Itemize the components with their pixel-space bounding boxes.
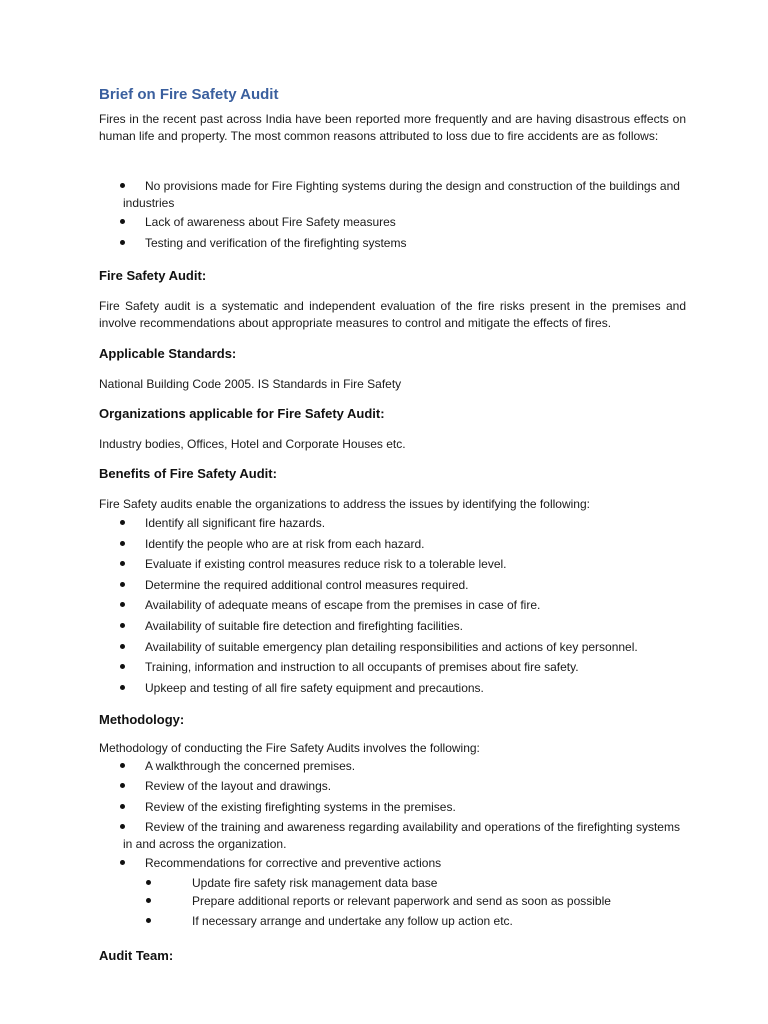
section-heading: Benefits of Fire Safety Audit: bbox=[99, 466, 277, 481]
bullet-icon bbox=[146, 918, 151, 923]
section-heading: Organizations applicable for Fire Safety Audit: bbox=[99, 406, 385, 421]
bullet-icon bbox=[120, 664, 125, 669]
sub-list-item: Update fire safety risk management data base bbox=[146, 875, 686, 892]
section-heading: Audit Team: bbox=[99, 948, 174, 963]
sub-list-item: If necessary arrange and undertake any follow up action etc. bbox=[146, 913, 686, 930]
list-item: Testing and verification of the firefighting systems bbox=[123, 235, 683, 252]
bullet-icon bbox=[120, 602, 125, 607]
section-heading: Applicable Standards: bbox=[99, 346, 237, 361]
section-heading: Methodology: bbox=[99, 712, 185, 727]
bullet-icon bbox=[120, 520, 125, 525]
bullet-icon bbox=[120, 219, 125, 224]
bullet-icon bbox=[120, 860, 125, 865]
sub-list-item: Prepare additional reports or relevant paperwork and send as soon as possible bbox=[146, 893, 686, 910]
list-item: Review of the layout and drawings. bbox=[123, 778, 683, 795]
document-title: Brief on Fire Safety Audit bbox=[99, 86, 279, 103]
section-paragraph: Fire Safety audits enable the organizations to address the issues by identifying the following: bbox=[99, 497, 590, 511]
bullet-icon bbox=[120, 824, 125, 829]
bullet-icon bbox=[120, 623, 125, 628]
bullet-icon bbox=[120, 541, 125, 546]
bullet-icon bbox=[120, 763, 125, 768]
list-item: Recommendations for corrective and preventive actions bbox=[123, 855, 683, 872]
list-item: Evaluate if existing control measures reduce risk to a tolerable level. bbox=[123, 556, 683, 573]
list-item: Availability of adequate means of escape from the premises in case of fire. bbox=[123, 597, 683, 614]
list-item: Review of the existing firefighting systems in the premises. bbox=[123, 799, 683, 816]
list-item: Availability of suitable fire detection and firefighting facilities. bbox=[123, 618, 683, 635]
bullet-icon bbox=[120, 804, 125, 809]
bullet-icon bbox=[120, 240, 125, 245]
section-paragraph: Fire Safety audit is a systematic and independent evaluation of the fire risks present in the premises and involve recommendations about appropriate measures to control and mitigate the effects of fires. bbox=[99, 299, 686, 330]
list-item: Upkeep and testing of all fire safety equipment and precautions. bbox=[123, 680, 683, 697]
list-item: Identify all significant fire hazards. bbox=[123, 515, 683, 532]
section-paragraph: Industry bodies, Offices, Hotel and Corporate Houses etc. bbox=[99, 437, 406, 451]
intro-paragraph: Fires in the recent past across India have been reported more frequently and are having disastrous effects on human life and property. The most common reasons attributed to loss due to fire accidents are as follows: bbox=[99, 112, 686, 143]
list-item: Lack of awareness about Fire Safety measures bbox=[123, 214, 683, 231]
section-heading: Fire Safety Audit: bbox=[99, 268, 207, 283]
list-item: Identify the people who are at risk from each hazard. bbox=[123, 536, 683, 553]
list-item: Determine the required additional control measures required. bbox=[123, 577, 683, 594]
list-item: Availability of suitable emergency plan detailing responsibilities and actions of key personnel. bbox=[123, 639, 683, 656]
bullet-icon bbox=[120, 582, 125, 587]
list-item: A walkthrough the concerned premises. bbox=[123, 758, 683, 775]
bullet-icon bbox=[146, 898, 151, 903]
list-item: No provisions made for Fire Fighting systems during the design and construction of the buildings and industries bbox=[123, 178, 683, 211]
bullet-icon bbox=[120, 644, 125, 649]
bullet-icon bbox=[120, 783, 125, 788]
list-item: Review of the training and awareness regarding availability and operations of the firefighting systems in and across the organization. bbox=[123, 819, 683, 852]
list-item: Training, information and instruction to all occupants of premises about fire safety. bbox=[123, 659, 683, 676]
section-paragraph: National Building Code 2005. IS Standards in Fire Safety bbox=[99, 377, 402, 391]
section-paragraph: Methodology of conducting the Fire Safety Audits involves the following: bbox=[99, 741, 480, 755]
bullet-icon bbox=[146, 880, 151, 885]
bullet-icon bbox=[120, 685, 125, 690]
bullet-icon bbox=[120, 561, 125, 566]
bullet-icon bbox=[120, 183, 125, 188]
